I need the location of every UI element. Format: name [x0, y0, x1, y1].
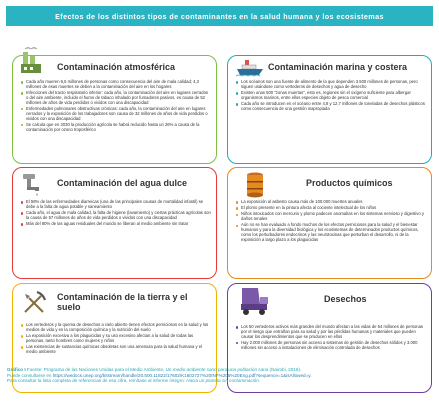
figure-caption	[7, 367, 434, 384]
panel-bullets	[236, 80, 426, 113]
panel-title: Desechos	[324, 294, 367, 304]
caption-source-link[interactable]: https://wedocs.unep.org/bitstream/handle/20.500.11822/17602/K1602727%20INF%205%20Eng.pdf?sequence=1&isAllowed=y.	[52, 372, 312, 378]
bullet-item: Las existencias de sustancias químicas obsoletas son una amenaza para la salud humana y el medio ambiente	[21, 345, 211, 355]
banner-title: Efectos de los distintos tipos de contaminantes en la salud humana y los ecosistemas	[6, 6, 433, 26]
caption-source-year: (Nairobi, 2016).	[269, 367, 302, 372]
panel-freshwater-pollution	[12, 167, 217, 279]
caption-source-text: Programa de las Naciones Unidas para el Medio Ambiente,	[43, 367, 165, 372]
bullet-item: Cada año se introducen en el océano entre 4,8 y 12,7 millones de toneladas de desechos plásticos como consecuencia de una gestión inapropiada	[236, 102, 426, 112]
bullet-item: Cada año mueren 6,5 millones de personas como consecuencia del aire de mala calidad; 4,3 millones de esas muertes se deben a la contaminación del aire en los hogares	[21, 80, 211, 90]
panels-grid	[6, 31, 433, 361]
bullet-item: Hay 2.000 millones de personas sin acceso a sistemas de gestión de desechos sólidos y 3.000 millones sin acceso a instalaciones de eliminación controlada de desechos	[236, 341, 426, 351]
bullet-item: Los océanos son una fuente de alimento de la que dependen 3.500 millones de personas, pero siguen usándose como vertederos de desechos y agua de desecho	[236, 80, 426, 90]
bullet-item: Enfermedades pulmonares obstructivas crónicas: cada año, la contaminación del aire en lugares cerrados y la exposición de los trabajadores son causa de 32 millones de años de vida perdidos o vividos con una discapacidad	[21, 107, 211, 122]
pickaxe-shovel-icon	[21, 290, 47, 321]
panel-title: Contaminación atmosférica	[57, 62, 176, 72]
panel-chemicals	[227, 167, 432, 279]
panel-air-pollution	[12, 55, 217, 164]
bullet-item: La exposición excesiva a los plaguicidas y su uso excesivo afectan a la salud de todas las personas, tanto hombres como mujeres y niños	[21, 334, 211, 344]
bullet-item: Más del 80% de las aguas residuales del mundo se liberan al medio ambiente sin tratar	[21, 222, 211, 227]
bullet-item: Existen unas 500 "zonas muertas", esto es, regiones sin el oxígeno suficiente para albergar organismos marinos, entre ellos especies objeto de pesca comercial	[236, 91, 426, 101]
bullet-item: El plomo presente en la pintura afecta al cociente intelectual de los niños	[236, 206, 426, 211]
bullet-item: Niños intoxicados con mercurio y plomo padecen anomalías en los sistemas nervioso y digestivo y daños renales	[236, 212, 426, 222]
panel-marine-pollution	[227, 55, 432, 164]
panel-bullets	[236, 200, 426, 244]
caption-source-title: Un medio ambiente sano para una población sana	[165, 367, 269, 372]
bullet-item: La exposición al asbesto causa más de 100.000 muertes anuales	[236, 200, 426, 205]
panel-bullets	[21, 323, 211, 356]
panel-title: Contaminación del agua dulce	[57, 178, 188, 188]
panel-title: Contaminación marina y costera	[268, 62, 408, 72]
bullet-item: Se calcula que en 2030 la producción agrícola se habrá reducido hasta un 26% a causa de la contaminación por ozono troposférico	[21, 123, 211, 133]
caption-source-prefix: Fuente:	[26, 367, 43, 372]
caption-note: Para consultar la lista completa de referencias de esa cifra, remítase al informe íntegro:	[7, 378, 185, 384]
bullet-item: Cada año, el agua de mala calidad, la falta de higiene (lavamiento) y ciertas prácticas agrícolas son la causa de 57 millones de años de vida perdidos o vividos con una discapacidad	[21, 211, 211, 221]
panel-bullets	[21, 80, 211, 134]
panel-bullets	[236, 325, 426, 352]
bullet-item: Los 50 vertederos activos más grandes del mundo afectan a las vidas de 64 millones de personas por el riesgo que entrañan para su salud y por las pérdidas humanas y materiales que pueden causar los desprendimientos que se producen en ellos	[236, 325, 426, 340]
bullet-item: Aún no se han evaluado a fondo muchos de los efectos perniciosos para la salud y el bienestar humanos y para la diversidad biológica y los ecosistemas de determinados productos químicos, como los perturbadores endocrinos y las neurotoxinas que perturban el desarrollo, ni de la exposición a largo plazo a los plaguicidas	[236, 223, 426, 243]
caption-consult-prefix: Puede consultarse en	[7, 372, 52, 378]
factory-smoke-icon	[19, 46, 49, 81]
caption-label: Gráfico I	[7, 367, 26, 372]
panel-title: Contaminación de la tierra y el suelo	[57, 292, 188, 312]
bullet-item: Los vertederos y la quema de desechos a cielo abierto tienen efectos perniciosos en la salud y los medios de vida y en la composición química y la nutrición del suelo	[21, 323, 211, 333]
panel-title: Productos químicos	[306, 178, 393, 188]
bullet-item: Infecciones del tracto respiratorio inferior: cada año, la contaminación del aire en lugares cerrados o del aire ambiente, incluido el humo de tabaco inhalado por fumadores pasivos, es causa de 52 millones de años de vida perdidos o vividos con una discapacidad	[21, 91, 211, 106]
caption-note-title: Hacia un planeta sin contaminación.	[186, 378, 261, 384]
bullet-item: El 58% de las enfermedades diarreicas (una de las principales causas de mortalidad infantil) se debe a la falta de agua potable y saneamiento	[21, 200, 211, 210]
garbage-truck-icon	[238, 286, 274, 321]
panel-bullets	[21, 200, 211, 228]
